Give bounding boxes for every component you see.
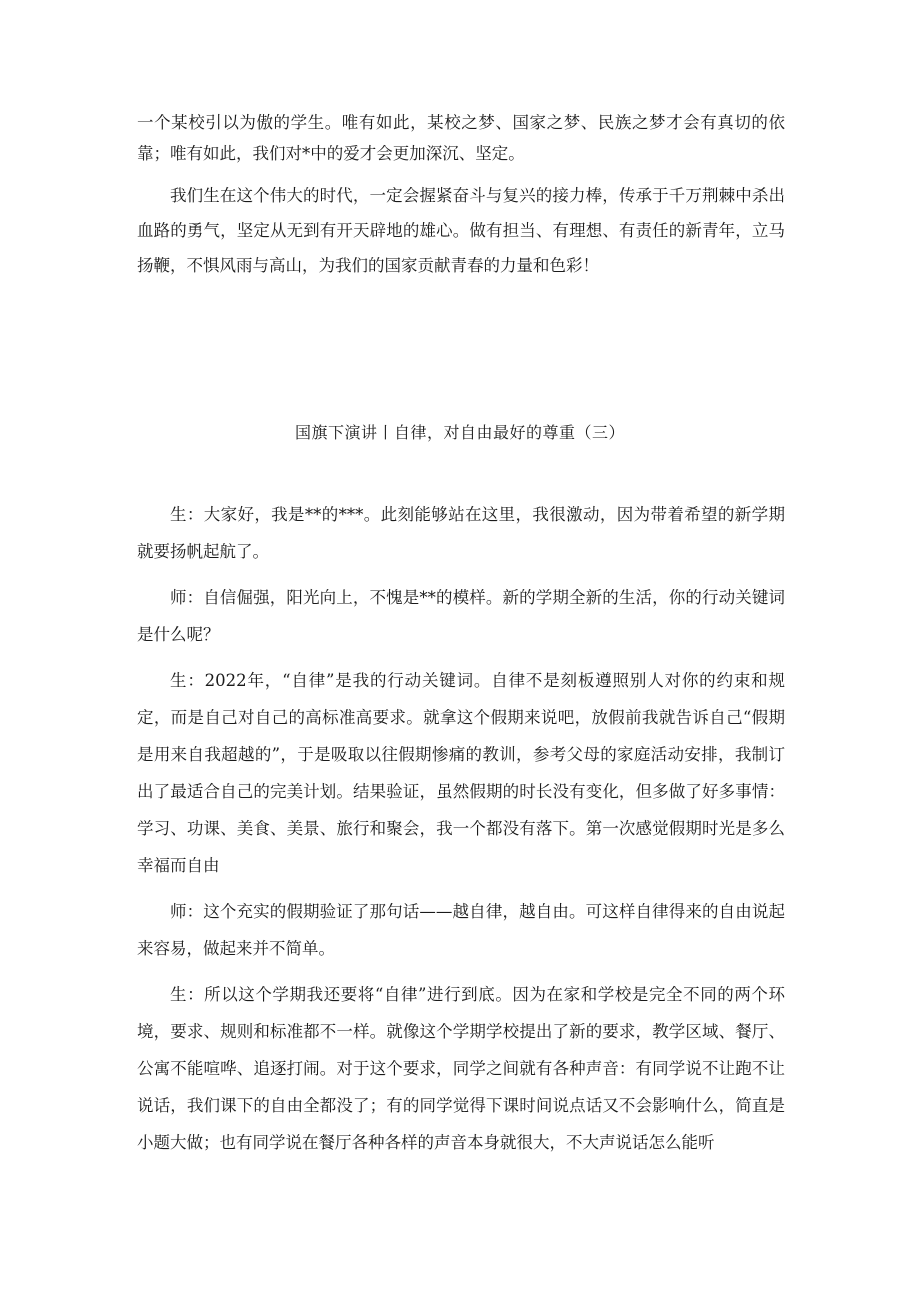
dialogue-paragraph: 生：大家好，我是**的***。此刻能够站在这里，我很激动，因为带着希望的新学期就要扬帆起航了。 — [137, 505, 785, 561]
intro-section — [137, 107, 785, 283]
intro-paragraph-closing: 我们生在这个伟大的时代，一定会握紧奋斗与复兴的接力棒，传承于千万荆棘中杀出血路的勇气，坚定从无到有开天辟地的雄心。做有担当、有理想、有责任的新青年，立马扬鞭，不惧风雨与高山，为我们的国家贡献青春的力量和色彩！ — [137, 186, 785, 275]
speech-title: 国旗下演讲丨自律，对自由最好的尊重（三） — [294, 423, 625, 442]
dialogue-paragraph: 师：这个充实的假期验证了那句话——越自律，越自由。可这样自律得来的自由说起来容易，做起来并不简单。 — [137, 902, 785, 958]
dialogue-paragraph: 生：所以这个学期我还要将“自律”进行到底。因为在家和学校是完全不同的两个环境，要求、规则和标准都不一样。就像这个学期学校提出了新的要求，教学区域、餐厅、公寓不能喧哗、追逐打闹。对于这个要求，同学之间就有各种声音：有同学说不让跑不让说话，我们课下的自由全都没了；有的同学觉得下课时间说点话又不会影响什么，简直是小题大做；也有同学说在餐厅各种各样的声音本身就很大，不大声说话怎么能听 — [137, 985, 785, 1152]
dialogue-section — [137, 496, 785, 1161]
intro-paragraph-continuation: 一个某校引以为傲的学生。唯有如此，某校之梦、国家之梦、民族之梦才会有真切的依靠；唯有如此，我们对*中的爱才会更加深沉、坚定。 — [137, 113, 785, 163]
dialogue-paragraph: 生：2022年，“自律”是我的行动关键词。自律不是刻板遵照别人对你的约束和规定，而是自己对自己的高标准高要求。就拿这个假期来说吧，放假前我就告诉自己“假期是用来自我超越的”，于是吸取以往假期惨痛的教训，参考父母的家庭活动安排，我制订出了最适合自己的完美计划。结果验证，虽然假期的时长没有变化，但多做了好多事情：学习、功课、美食、美景、旅行和聚会，我一个都没有落下。第一次感觉假期时光是多么幸福而自由 — [137, 671, 785, 875]
dialogue-paragraph: 师：自信倔强，阳光向上，不愧是**的模样。新的学期全新的生活，你的行动关键词是什么呢？ — [137, 588, 785, 644]
